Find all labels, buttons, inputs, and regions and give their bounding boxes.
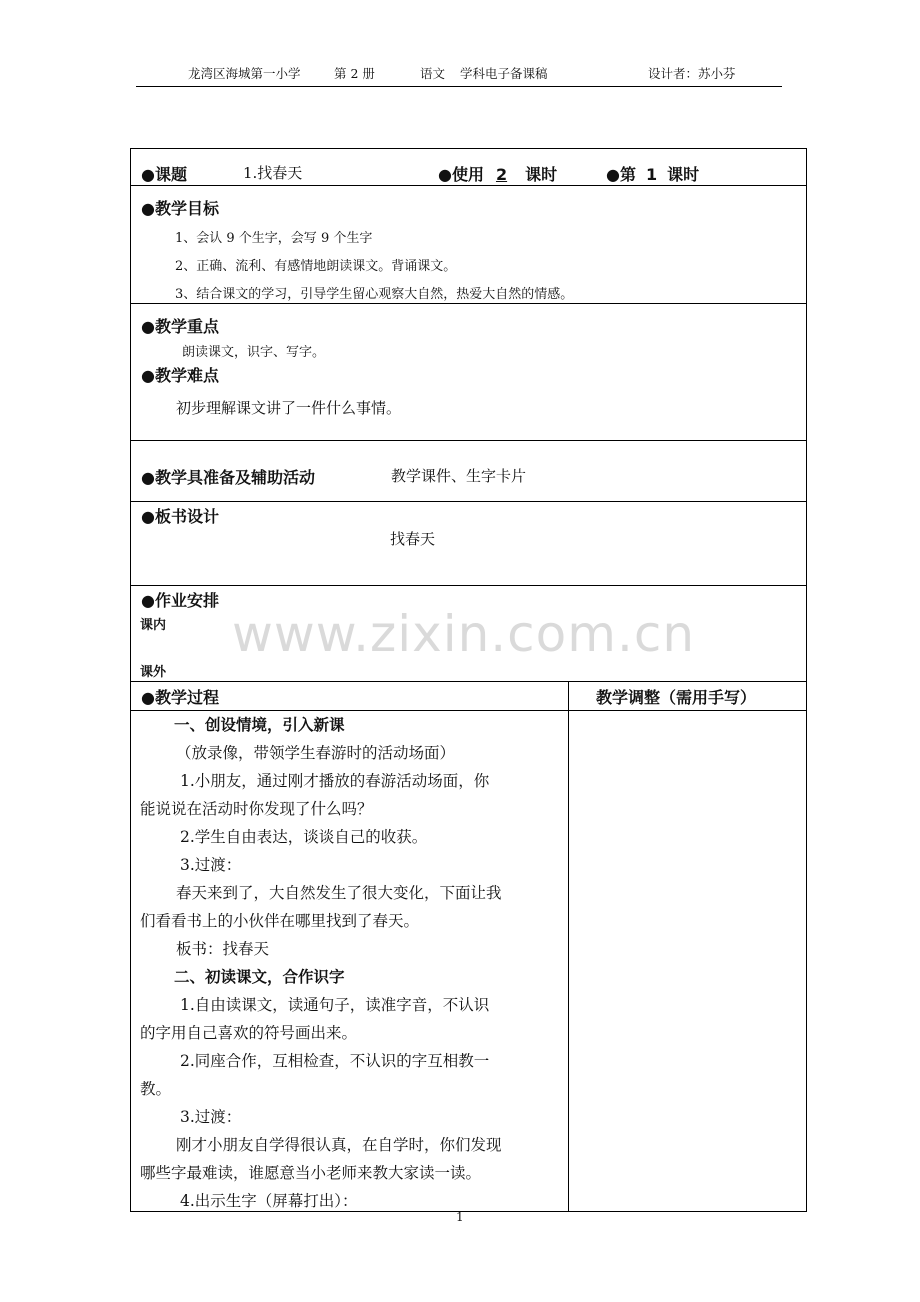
header-subject: 语文 [420, 66, 446, 81]
homework-label: ●作业安排 [141, 591, 219, 610]
process-content [140, 711, 565, 1215]
process-line: 教。 [140, 1080, 172, 1098]
objective-item: 1、会认 9 个生字，会写 9 个生字 [175, 231, 373, 246]
homework-in-class: 课内 [140, 618, 167, 633]
process-line: 3.过渡： [180, 1108, 242, 1126]
objectives-label: ●教学目标 [141, 199, 219, 218]
section-heading: 一、创设情境，引入新课 [174, 716, 345, 734]
homework-after-class: 课外 [140, 665, 167, 680]
preparation-text: 教学课件、生字卡片 [391, 467, 527, 485]
page-number: 1 [456, 1210, 464, 1224]
section-heading: 二、初读课文，合作识字 [174, 968, 345, 986]
watermark: www.zixin.com.cn [232, 605, 696, 663]
process-line: 们看看书上的小伙伴在哪里找到了春天。 [140, 912, 420, 930]
process-line: 哪些字最难读，谁愿意当小老师来教大家读一读。 [140, 1164, 482, 1182]
board-text: 找春天 [390, 530, 436, 548]
objective-item: 2、正确、流利、有感情地朗读课文。背诵课文。 [175, 259, 457, 274]
process-line: 的字用自己喜欢的符号画出来。 [140, 1024, 358, 1042]
process-line: （放录像，带领学生春游时的活动场面） [176, 744, 456, 762]
topic-value: 1.找春天 [243, 164, 303, 182]
adjust-label: 教学调整（需用手写） [596, 688, 757, 707]
difficulties-text: 初步理解课文讲了一件什么事情。 [176, 399, 402, 417]
key-points-text: 朗读课文，识字、写字。 [182, 345, 326, 360]
current-period [606, 162, 699, 185]
header-doc-type: 学科电子备课稿 [460, 66, 548, 81]
process-label: ●教学过程 [141, 688, 219, 707]
header-designer: 设计者：苏小芬 [648, 66, 736, 81]
preparation-label: ●教学具准备及辅助活动 [141, 468, 315, 487]
column-divider [568, 682, 569, 1212]
board-row [130, 502, 807, 586]
header-school: 龙湾区海城第一小学 [188, 66, 301, 81]
process-line: 板书：找春天 [176, 940, 270, 958]
use-periods [438, 162, 557, 185]
difficulties-label: ●教学难点 [141, 366, 219, 385]
topic-label: ●课题 [141, 165, 187, 184]
board-label: ●板书设计 [141, 507, 219, 526]
header-volume: 第 2 册 [334, 66, 375, 81]
period-suffix: 课时 [667, 165, 700, 184]
use-count: 2 [495, 165, 508, 184]
process-line: 1.自由读课文，读通句子，读准字音，不认识 [180, 996, 490, 1014]
period-num: 1 [645, 165, 658, 184]
process-line: 能说说在活动时你发现了什么吗？ [140, 800, 373, 818]
process-line: 4.出示生字（屏幕打出）： [180, 1192, 358, 1210]
page-header [136, 66, 782, 87]
use-prefix: ●使用 [438, 165, 484, 184]
use-suffix: 课时 [525, 165, 558, 184]
process-line: 刚才小朋友自学得很认真，在自学时，你们发现 [176, 1136, 502, 1154]
process-line: 3.过渡： [180, 856, 242, 874]
process-line: 2.同座合作，互相检查，不认识的字互相教一 [180, 1052, 490, 1070]
objective-item: 3、结合课文的学习，引导学生留心观察大自然，热爱大自然的情感。 [175, 287, 574, 302]
key-points-label: ●教学重点 [141, 317, 219, 336]
key-points-row [130, 304, 807, 441]
process-line: 春天来到了，大自然发生了很大变化，下面让我 [176, 884, 502, 902]
process-line: 1.小朋友，通过刚才播放的春游活动场面，你 [180, 772, 490, 790]
process-line: 2.学生自由表达，谈谈自己的收获。 [180, 828, 428, 846]
period-prefix: ●第 [606, 165, 636, 184]
